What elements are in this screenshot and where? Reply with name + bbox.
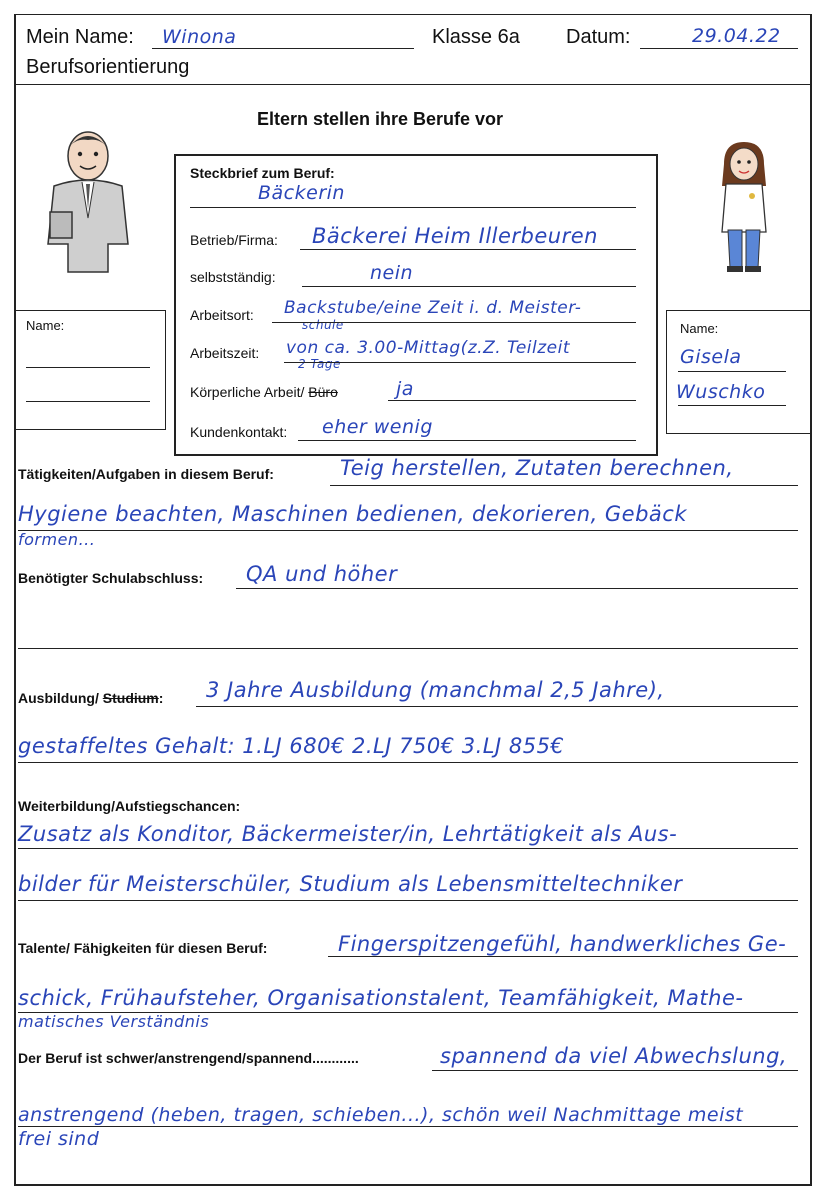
name-line bbox=[152, 48, 414, 49]
header-divider bbox=[14, 84, 812, 85]
date-line bbox=[640, 48, 798, 49]
beruf-value: Bäckerin bbox=[258, 182, 345, 204]
arbeit-line bbox=[388, 400, 636, 401]
class-label: Klasse 6a bbox=[432, 26, 520, 48]
page-title: Eltern stellen ihre Berufe vor bbox=[256, 109, 504, 129]
right-name-last: Wuschko bbox=[676, 381, 766, 403]
taetigkeiten-rule-2 bbox=[18, 530, 798, 531]
schwer-line2: anstrengend (heben, tragen, schieben...), schön weil Nachmittage meist bbox=[18, 1104, 744, 1126]
kunden-value: eher wenig bbox=[322, 416, 433, 438]
left-name-line-1 bbox=[26, 367, 150, 368]
arbeit-label-buero: Büro bbox=[308, 384, 338, 400]
ausbildung-line1: 3 Jahre Ausbildung (manchmal 2,5 Jahre), bbox=[206, 678, 665, 702]
zeit-value: von ca. 3.00-Mittag(z.Z. Teilzeit bbox=[286, 338, 571, 358]
taetigkeiten-line1: Teig herstellen, Zutaten berechnen, bbox=[340, 456, 734, 480]
zeit-value-cont: 2 Tage bbox=[298, 357, 341, 371]
talente-rule-1 bbox=[328, 956, 798, 957]
weiter-label: Weiterbildung/Aufstiegschancen: bbox=[18, 798, 241, 814]
schwer-rule-2 bbox=[18, 1126, 798, 1127]
arbeit-value: ja bbox=[396, 378, 414, 400]
taetigkeiten-line3: formen... bbox=[18, 530, 96, 549]
girl-icon bbox=[712, 140, 776, 276]
right-name-first: Gisela bbox=[680, 346, 742, 368]
talente-line3: matisches Verständnis bbox=[18, 1012, 210, 1031]
selbst-value: nein bbox=[370, 262, 414, 284]
left-name-label: Name: bbox=[26, 318, 65, 333]
ausbildung-label-studium: Studium bbox=[102, 690, 159, 706]
taetigkeiten-rule-1 bbox=[330, 485, 798, 486]
date-label: Datum: bbox=[566, 26, 631, 48]
right-name-label: Name: bbox=[680, 321, 719, 336]
arbeit-label bbox=[190, 384, 338, 400]
talente-line1: Fingerspitzengefühl, handwerkliches Ge- bbox=[338, 932, 787, 956]
ausbildung-rule-1 bbox=[196, 706, 798, 707]
talente-rule-2 bbox=[18, 1012, 798, 1013]
subject-label: Berufsorientierung bbox=[26, 56, 190, 78]
schwer-line3: frei sind bbox=[18, 1128, 100, 1150]
schule-rule-1 bbox=[236, 588, 798, 589]
businessman-icon bbox=[36, 126, 140, 276]
ort-value-cont: schule bbox=[302, 318, 344, 332]
selbst-line bbox=[302, 286, 636, 287]
ausbildung-rule-2 bbox=[18, 762, 798, 763]
weiter-line1: Zusatz als Konditor, Bäckermeister/in, Lehrtätigkeit als Aus- bbox=[18, 822, 678, 846]
schwer-rule-1 bbox=[432, 1070, 798, 1071]
zeit-label: Arbeitszeit: bbox=[190, 345, 260, 361]
schule-value: QA und höher bbox=[246, 562, 398, 586]
betrieb-label: Betrieb/Firma: bbox=[190, 232, 278, 248]
schule-label: Benötigter Schulabschluss: bbox=[18, 570, 204, 586]
ausbildung-label-colon: : bbox=[158, 690, 164, 706]
kunden-line bbox=[298, 440, 636, 441]
weiter-rule-2 bbox=[18, 900, 798, 901]
schwer-label: Der Beruf ist schwer/anstrengend/spannend............ bbox=[18, 1050, 359, 1066]
weiter-line2: bilder für Meisterschüler, Studium als Lebensmitteltechniker bbox=[18, 872, 683, 896]
schwer-line1: spannend da viel Abwechslung, bbox=[440, 1044, 788, 1068]
ausbildung-label bbox=[18, 690, 163, 706]
taetigkeiten-label: Tätigkeiten/Aufgaben in diesem Beruf: bbox=[18, 466, 274, 482]
steckbrief-heading: Steckbrief zum Beruf: bbox=[190, 165, 335, 181]
right-name-line-1 bbox=[678, 371, 786, 372]
arbeit-label-text: Körperliche Arbeit/ bbox=[190, 384, 309, 400]
betrieb-value: Bäckerei Heim Illerbeuren bbox=[312, 224, 598, 248]
talente-line2: schick, Frühaufsteher, Organisationstalent, Teamfähigkeit, Mathe- bbox=[18, 986, 744, 1010]
schule-rule-2 bbox=[18, 648, 798, 649]
betrieb-line bbox=[300, 249, 636, 250]
date-value: 29.04.22 bbox=[692, 25, 781, 47]
right-name-line-2 bbox=[678, 405, 786, 406]
weiter-rule-1 bbox=[18, 848, 798, 849]
kunden-label: Kundenkontakt: bbox=[190, 424, 288, 440]
zeit-line bbox=[284, 362, 636, 363]
left-name-line-2 bbox=[26, 401, 150, 402]
ort-line bbox=[272, 322, 636, 323]
ausbildung-line2: gestaffeltes Gehalt: 1.LJ 680€ 2.LJ 750€ 3.LJ 855€ bbox=[18, 734, 565, 758]
talente-label: Talente/ Fähigkeiten für diesen Beruf: bbox=[18, 940, 268, 956]
ort-label: Arbeitsort: bbox=[190, 307, 254, 323]
ausbildung-label-text: Ausbildung/ bbox=[18, 690, 103, 706]
taetigkeiten-line2: Hygiene beachten, Maschinen bedienen, dekorieren, Gebäck bbox=[18, 502, 688, 526]
beruf-line bbox=[190, 207, 636, 208]
ort-value: Backstube/eine Zeit i. d. Meister- bbox=[284, 298, 582, 318]
selbst-label: selbstständig: bbox=[190, 269, 276, 285]
name-value: Winona bbox=[162, 26, 237, 48]
name-label: Mein Name: bbox=[26, 26, 134, 48]
